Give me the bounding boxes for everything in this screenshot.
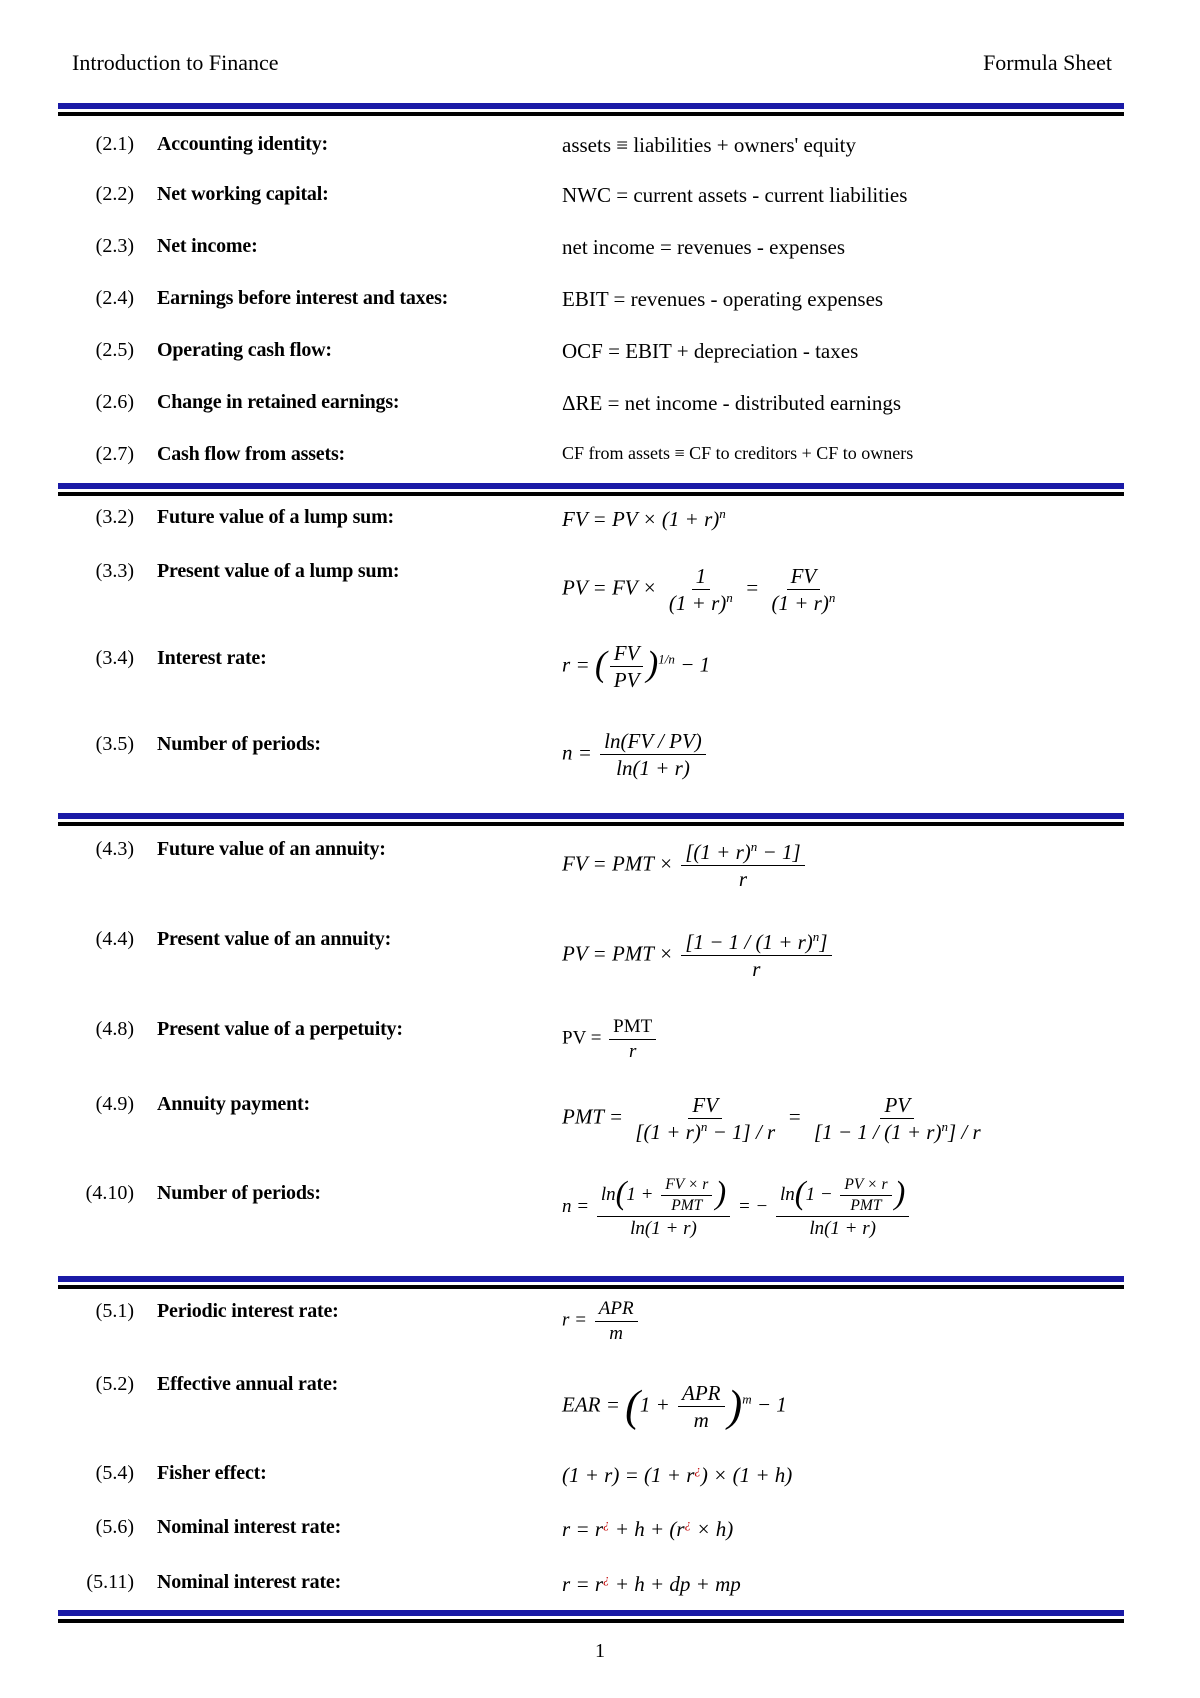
formula-expression: ΔRE = net income - distributed earnings xyxy=(562,391,902,415)
formula-row-5-11 xyxy=(0,1571,1200,1611)
formula-row-5-2 xyxy=(0,1373,1200,1433)
formula-expression: r = r¿ + h + (r¿ × h) xyxy=(562,1516,734,1541)
formula-expression: net income = revenues - expenses xyxy=(562,235,845,259)
formula-label: Periodic interest rate: xyxy=(157,1300,339,1322)
formula-expression: (1 + r) = (1 + r¿) × (1 + h) xyxy=(562,1462,793,1487)
formula-row-3-2 xyxy=(0,506,1200,546)
formula-label: Change in retained earnings: xyxy=(157,391,400,413)
formula-expression: r = $\frac{\text{APR}}{m}$ xyxy=(562,1298,641,1345)
formula-expression: PV = PMT × $\frac{[1 - 1 / (1 + r)^n]}{r}$ xyxy=(562,930,835,981)
formula-number: (4.8) xyxy=(95,1018,134,1040)
formula-label: Operating cash flow: xyxy=(157,339,332,361)
formula-number: (4.4) xyxy=(95,928,134,950)
formula-label: Nominal interest rate: xyxy=(157,1516,342,1538)
footer-rule xyxy=(58,1610,1124,1623)
header-rule xyxy=(58,103,1124,116)
formula-number: (4.10) xyxy=(85,1182,134,1204)
formula-row-2-7 xyxy=(0,443,1200,483)
formula-expression: PV = $\frac{\text{PMT}}{r}$ xyxy=(562,1016,659,1063)
formula-label: Net working capital: xyxy=(157,183,329,205)
course-title: Introduction to Finance xyxy=(72,50,279,75)
formula-row-4-3 xyxy=(0,838,1200,892)
formula-label: Accounting identity: xyxy=(157,133,329,155)
formula-expression: FV = PV × $(1 + r)^n$ xyxy=(562,506,726,531)
formula-label: Earnings before interest and taxes: xyxy=(157,287,449,309)
page-number: 1 xyxy=(595,1640,605,1662)
formula-row-2-5 xyxy=(0,339,1200,379)
formula-expression: CF from assets ≡ CF to creditors + CF to owners xyxy=(562,443,914,463)
formula-row-5-1 xyxy=(0,1298,1200,1344)
formula-label: Number of periods: xyxy=(157,733,321,755)
formula-number: (2.4) xyxy=(95,287,134,309)
formula-number: (2.2) xyxy=(95,183,134,205)
formula-expression: NWC = current assets - current liabilities xyxy=(562,183,908,207)
formula-expression: EAR = (1 + $\frac{\text{APR}}{m}$ )$^m$ − 1 xyxy=(562,1381,787,1433)
formula-label: Number of periods: xyxy=(157,1182,321,1204)
formula-number: (4.3) xyxy=(95,838,134,860)
formula-label: Present value of an annuity: xyxy=(157,928,392,950)
formula-label: Present value of a lump sum: xyxy=(157,560,400,582)
formula-expression: r = ( $\frac{FV}{PV}$ )$^{1/n}$ − 1 xyxy=(562,641,711,693)
section-divider xyxy=(58,813,1124,826)
formula-label: Cash flow from assets: xyxy=(157,443,345,465)
formula-row-4-4 xyxy=(0,928,1200,982)
formula-row-3-5 xyxy=(0,729,1200,781)
formula-expression: assets ≡ liabilities + owners' equity xyxy=(562,133,857,157)
formula-label: Nominal interest rate: xyxy=(157,1571,342,1593)
formula-row-4-9 xyxy=(0,1093,1200,1145)
formula-expression: r = r¿ + h + dp + mp xyxy=(562,1571,741,1596)
formula-row-5-4 xyxy=(0,1462,1200,1502)
formula-expression: n = $\frac{\ln(FV / PV)}{\ln(1 + r)}$ xyxy=(562,729,709,780)
section-divider xyxy=(58,1276,1124,1289)
formula-number: (4.9) xyxy=(95,1093,134,1115)
formula-row-2-1 xyxy=(0,133,1200,173)
formula-row-2-4 xyxy=(0,287,1200,327)
formula-number: (5.6) xyxy=(95,1516,134,1538)
section-divider xyxy=(58,483,1124,496)
formula-row-4-8 xyxy=(0,1016,1200,1062)
formula-number: (5.2) xyxy=(95,1373,134,1395)
formula-expression: OCF = EBIT + depreciation - taxes xyxy=(562,339,859,363)
formula-number: (3.3) xyxy=(95,560,134,582)
formula-label: Future value of a lump sum: xyxy=(157,506,395,528)
formula-number: (3.5) xyxy=(95,733,134,755)
formula-label: Future value of an annuity: xyxy=(157,838,386,860)
formula-number: (2.7) xyxy=(95,443,134,465)
formula-label: Net income: xyxy=(157,235,258,257)
formula-label: Effective annual rate: xyxy=(157,1373,339,1395)
formula-number: (5.11) xyxy=(86,1571,134,1593)
formula-row-2-6 xyxy=(0,391,1200,431)
formula-row-2-3 xyxy=(0,235,1200,275)
formula-number: (2.6) xyxy=(95,391,134,413)
formula-label: Fisher effect: xyxy=(157,1462,267,1484)
formula-row-3-3 xyxy=(0,560,1200,616)
formula-row-5-6 xyxy=(0,1516,1200,1556)
formula-expression: FV = PMT × $\frac{[(1 + r)^n - 1]}{r}$ xyxy=(562,840,808,891)
formula-row-4-10 xyxy=(0,1174,1200,1239)
formula-expression: EBIT = revenues - operating expenses xyxy=(562,287,884,311)
formula-row-3-4 xyxy=(0,641,1200,693)
sheet-title: Formula Sheet xyxy=(983,50,1112,75)
formula-number: (5.1) xyxy=(95,1300,134,1322)
formula-expression: PMT = $\frac{FV}{[(1 + r)^n - 1] / r}$ = $\frac{PV}{[1 - 1 / (1 + r)^n] / r}$ xyxy=(562,1093,981,1145)
formula-label: Present value of a perpetuity: xyxy=(157,1018,403,1040)
formula-number: (5.4) xyxy=(95,1462,134,1484)
formula-row-2-2 xyxy=(0,183,1200,223)
formula-number: (3.2) xyxy=(95,506,134,528)
formula-number: (3.4) xyxy=(95,647,134,669)
formula-number: (2.5) xyxy=(95,339,134,361)
formula-label: Interest rate: xyxy=(157,647,267,669)
formula-expression: n = ln(1 + $\frac{FV \times r}{\text{PMT}}$ ) ln(1 + r) = − ln(1 − $\frac{PV \times r}{\text{PMT}}$ ) ln(1 + r) xyxy=(562,1176,912,1240)
formula-number: (2.1) xyxy=(95,133,134,155)
formula-expression: PV = FV × $\frac{1}{(1 + r)^n}$ = $\frac{FV}{(1 + r)^n}$ xyxy=(562,564,836,616)
formula-number: (2.3) xyxy=(95,235,134,257)
formula-label: Annuity payment: xyxy=(157,1093,310,1115)
